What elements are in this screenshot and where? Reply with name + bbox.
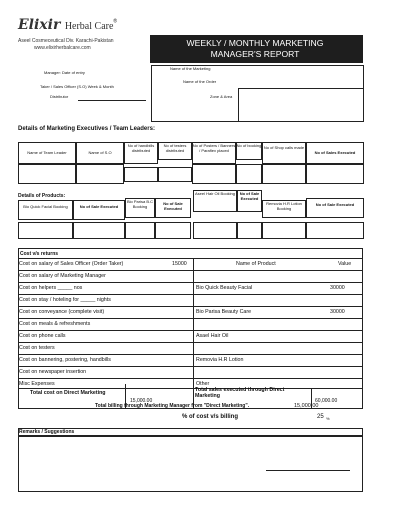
exec-input-2[interactable] [76,164,124,184]
cost-left-7: Cost on phone calls [19,333,66,339]
marketing-name-box [151,65,364,122]
exec-col-6-label: No of booking [236,143,262,148]
exec-input-5[interactable] [192,164,236,184]
cost-right-2-value: 30000 [330,309,345,315]
cost-left-3: Cost on helpers _____ nos [19,285,83,291]
cost-row-8 [18,342,363,353]
products-section-title: Details of Products: [18,193,66,199]
billing-label: Total billing through Marketing Manager from "Direct Marketing". [95,403,250,409]
prod-col-6-label: No of Sale Executed [239,191,260,201]
prod-input-4[interactable] [155,222,191,239]
cost-right-1: Bio Quick Beauty Facial [196,285,253,291]
brand-subtitle: Aseel Cosmeceutical Div. Karachi-Pakistan [18,38,114,44]
cost-right-5: Other [196,381,210,387]
cost-left-4: Cost on stay / hoteling for _____ nights [19,297,111,303]
prod-col-4-label: No of Sale Executed [163,201,183,211]
exec-col-2-label: Name of S.O [88,150,112,155]
remarks-input[interactable] [18,436,363,492]
cost-left-1: Cost on salary of Sales Officer (Order Taker) [19,261,124,267]
cost-row-2 [18,270,363,281]
prod-col-3-label: Bio Parisa B.C Booking [126,199,153,209]
exec-col-5-label: No of Posters / Banners / Paraflex placed [192,143,236,153]
exec-input-3[interactable] [124,167,158,182]
cost-right-3: Asael Hair Oil [196,333,229,339]
exec-input-1[interactable] [18,164,76,184]
cost-right-1-value: 30000 [330,285,345,291]
cost-row-7 [18,330,363,341]
prod-col-8 [306,198,364,218]
exec-input-8[interactable] [306,164,364,184]
distributor-underline [78,100,146,101]
remarks-label: Remarks / Suggestions [19,429,75,435]
total-sales-value: 60,000.00 [315,398,338,404]
signature-line [266,470,350,471]
cost-right-value-header: Value [338,261,352,267]
header-vdivider [238,88,239,122]
prod-input-7[interactable] [262,222,306,239]
cost-row-9 [18,354,363,365]
prod-input-5[interactable] [193,222,237,239]
prod-col-2-label: No of Sale Executed [79,204,119,209]
cost-row-1 [18,258,363,269]
exec-col-7-label: No of Shop calls made [263,145,305,150]
total-sales-label: Total sales executed through Direct Marketing [195,387,285,399]
cost-row-3 [18,282,363,293]
brand-herbal: Herbal Care [64,21,114,32]
exec-col-8-label: No of Sales Executed [314,150,356,155]
prod-col-1 [18,200,73,220]
cost-left-8: Cost on testers [19,345,55,351]
name-order-label: Name of the Order [183,79,217,84]
prod-input-1[interactable] [18,222,73,239]
prod-input-6[interactable] [237,222,262,239]
header-divider [238,88,364,89]
exec-col-3-label: No of handbills distributed [127,143,155,153]
cost-row-6 [18,318,363,329]
cost-right-2: Bio Parisa Beauty Care [196,309,252,315]
cost-left-11: Misc Expenses [19,381,55,387]
brand-reg: ® [113,18,118,25]
cost-right-header: Name of Product [236,261,276,267]
cost-row-4 [18,294,363,305]
cost-right-4: Removia H.R Lotion [196,357,244,363]
prod-col-8-label: No of Sale Executed [315,202,355,207]
exec-input-7[interactable] [262,164,306,184]
brand-logo [18,16,117,34]
cost-left-6: Cost on meals & refreshments [19,321,91,327]
exec-section-title: Details of Marketing Executives / Team Leaders: [18,126,155,132]
prod-col-7-label: Removia H.R Lotion Booking [266,201,302,211]
total-direct-label: Total cost on Direct Marketing [30,390,106,396]
exec-input-6[interactable] [236,164,262,184]
manager-date-label: Manager: Date of entry [44,70,85,75]
prod-input-2[interactable] [73,222,125,239]
brand-name: Elixir [18,17,61,33]
cost-row-5 [18,306,363,317]
exec-input-4[interactable] [158,167,192,182]
distributor-label: Distributor [50,94,69,99]
name-marketing-label: Name of the Marketing [170,66,211,71]
cost-table-title: Cost v/s returns [20,251,59,257]
prod-col-5-label: Aseel Hair Oil Booking [194,191,236,196]
prod-col-1-label: Bio Quick Facial Booking [23,204,68,209]
taker-label: Taker / Sales Officer (S.O) Week & Month [40,84,114,89]
prod-col-2 [73,200,125,220]
cost-left-9: Cost on bannering, postering, handbills [19,357,111,363]
billing-value: 15,000.00 [294,403,319,409]
total-direct-value: 15,000.00 [130,398,153,404]
exec-col-1-label: Name of Team Leader [27,150,67,155]
cost-left-2: Cost on salary of Marketing Manager [19,273,106,279]
percent-unit: % [326,416,330,421]
cost-left-1-value: 15000 [172,261,187,267]
cost-left-5: Cost on conveyance (complete visit) [19,309,105,315]
cost-row-10 [18,366,363,377]
zone-label: Zone & Area [210,94,233,99]
percent-label: % of cost v/s billing [182,414,239,420]
prod-input-8[interactable] [306,222,364,239]
prod-input-3[interactable] [125,222,155,239]
exec-col-4-label: No of testers distributed [163,143,187,153]
cost-left-10: Cost on newspaper insertion [19,369,87,375]
brand-website: www.elixirherbalcare.com [34,45,91,51]
percent-value: 25 [317,414,324,420]
report-title: WEEKLY / MONTHLY MARKETING MANAGER'S REPORT [186,38,324,59]
